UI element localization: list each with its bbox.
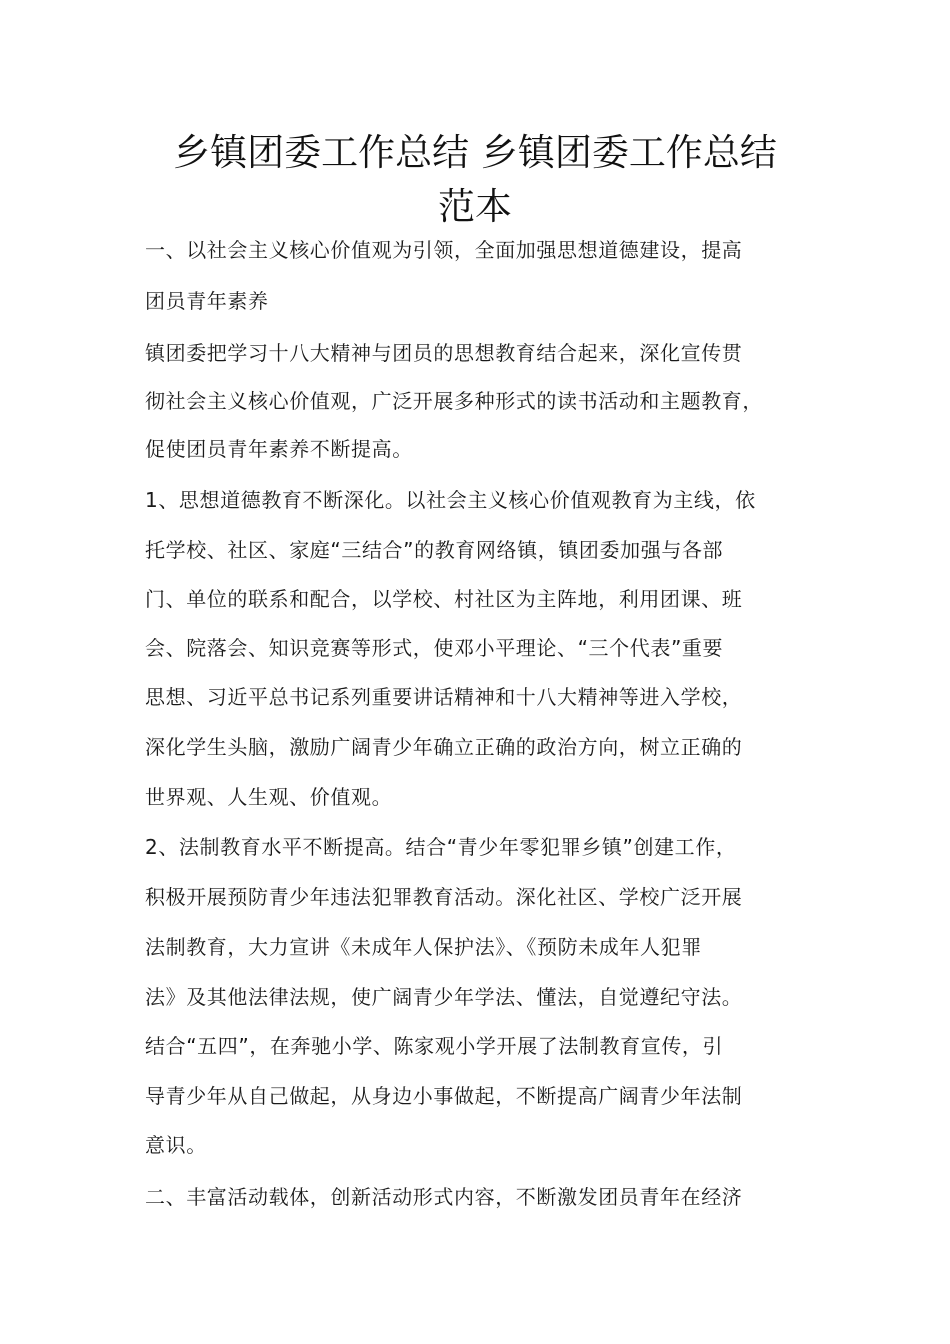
body-line: 思想、习近平总书记系列重要讲话精神和十八大精神等进入学校，	[145, 685, 743, 709]
body-line: 2、法制教育水平不断提高。结合“青少年零犯罪乡镇”创建工作，	[145, 835, 737, 859]
body-line: 导青少年从自己做起，从身边小事做起，不断提高广阔青少年法制	[145, 1084, 743, 1108]
body-line: 镇团委把学习十八大精神与团员的思想教育结合起来，深化宣传贯	[145, 341, 743, 365]
body-line: 结合“五四”，在奔驰小学、陈家观小学开展了法制教育宣传，引	[145, 1034, 724, 1058]
body-line: 团员青年素养	[145, 289, 269, 313]
body-line: 彻社会主义核心价值观，广泛开展多种形式的读书活动和主题教育，	[145, 389, 763, 413]
body-line: 1、思想道德教育不断深化。以社会主义核心价值观教育为主线，依	[145, 488, 756, 512]
body-line: 二、丰富活动载体，创新活动形式内容，不断激发团员青年在经济	[145, 1185, 743, 1209]
body-line: 世界观、人生观、价值观。	[145, 785, 393, 809]
title-line-1: 乡镇团委工作总结 乡镇团委工作总结	[173, 131, 777, 174]
body-line: 托学校、社区、家庭“三结合”的教育网络镇，镇团委加强与各部	[145, 538, 724, 562]
title-line-2: 范本	[438, 185, 512, 228]
body-line: 一、以社会主义核心价值观为引领，全面加强思想道德建设，提高	[145, 238, 743, 262]
body-line: 促使团员青年素养不断提高。	[145, 437, 413, 461]
body-line: 深化学生头脑，激励广阔青少年确立正确的政治方向，树立正确的	[145, 735, 743, 759]
body-line: 会、院落会、知识竞赛等形式，使邓小平理论、“三个代表”重要	[145, 636, 724, 660]
body-line: 积极开展预防青少年违法犯罪教育活动。深化社区、学校广泛开展	[145, 885, 743, 909]
document-title	[100, 126, 850, 234]
body-line: 法》及其他法律法规，使广阔青少年学法、懂法，自觉遵纪守法。	[145, 985, 743, 1009]
body-line: 门、单位的联系和配合，以学校、村社区为主阵地，利用团课、班	[145, 587, 743, 611]
body-line: 法制教育，大力宣讲《未成年人保护法》、《预防未成年人犯罪	[145, 935, 702, 959]
body-line: 意识。	[145, 1133, 207, 1157]
